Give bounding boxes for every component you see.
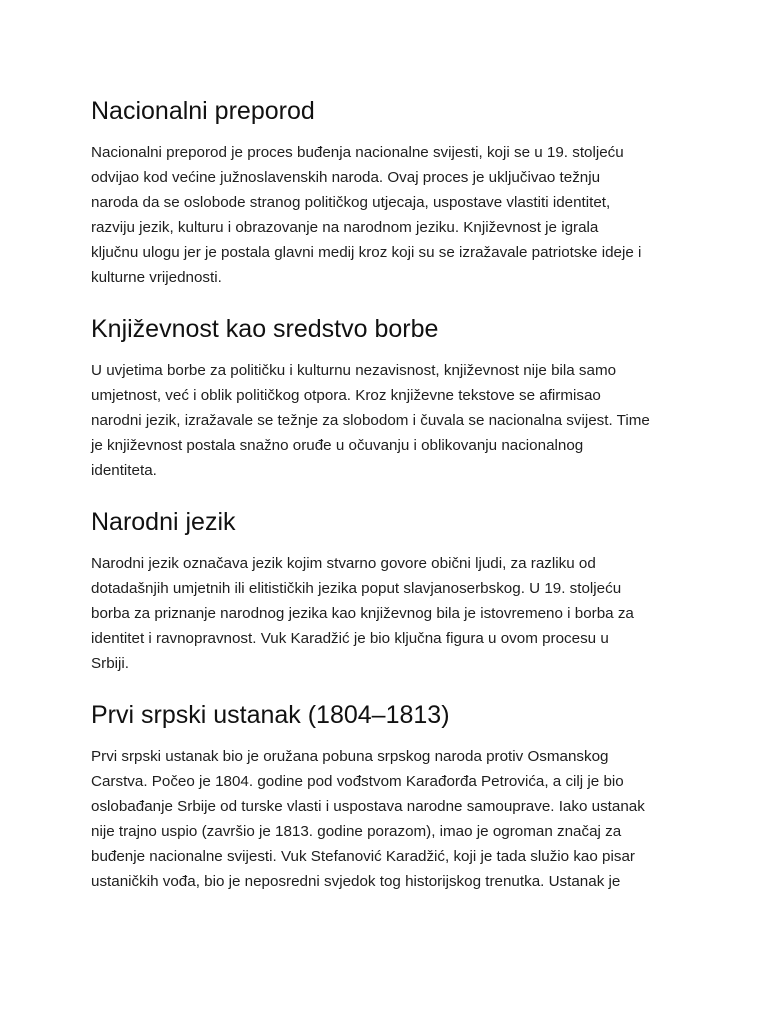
- section-body: Prvi srpski ustanak bio je oružana pobuna srpskog naroda protiv Osmanskog Carstva. Počeo je 1804. godine pod vođstvom Karađorđa Petrovića, a cilj je bio oslobađanje Srbije od turske vlasti i uspostava narodne samouprave. Iako ustanak nije trajno uspio (završio je 1813. godine porazom), imao je ogroman značaj za buđenje nacionalne svijesti. Vuk Stefanović Karadžić, koji je tada služio kao pisar ustaničkih vođa, bio je neposredni svjedok tog historijskog trenutka. Ustanak je: [91, 748, 645, 890]
- section-heading: Nacionalni preporod: [91, 97, 315, 125]
- section-heading: Prvi srpski ustanak (1804–1813): [91, 701, 450, 729]
- section-heading: Narodni jezik: [91, 508, 236, 536]
- section-body: U uvjetima borbe za političku i kulturnu nezavisnost, književnost nije bila samo umjetnost, već i oblik političkog otpora. Kroz književne tekstove se afirmisao narodni jezik, izražavale se težnje za slobodom i čuvala se nacionalna svijest. Time je književnost postala snažno oruđe u očuvanju i oblikovanju nacionalnog identiteta.: [91, 362, 650, 479]
- section-prvi-srpski-ustanak: [91, 698, 691, 894]
- section-heading: Književnost kao sredstvo borbe: [91, 315, 439, 343]
- section-nacionalni-preporod: [91, 94, 691, 290]
- section-knjizevnost-kao-sredstvo-borbe: [91, 312, 691, 483]
- section-narodni-jezik: [91, 505, 691, 676]
- section-body: Narodni jezik označava jezik kojim stvarno govore obični ljudi, za razliku od dotadašnjih umjetnih ili elitističkih jezika poput slavjanoserbskog. U 19. stoljeću borba za priznanje narodnog jezika kao književnog bila je istovremeno i borba za identitet i ravnopravnost. Vuk Karadžić je bio ključna figura u ovom procesu u Srbiji.: [91, 555, 634, 672]
- section-body: Nacionalni preporod je proces buđenja nacionalne svijesti, koji se u 19. stoljeću odvijao kod većine južnoslavenskih naroda. Ovaj proces je uključivao težnju naroda da se oslobode stranog političkog utjecaja, uspostave vlastiti identitet, razviju jezik, kulturu i obrazovanje na narodnom jeziku. Književnost je igrala ključnu ulogu jer je postala glavni medij kroz koji su se izražavale patriotske ideje i kulturne vrijednosti.: [91, 144, 642, 286]
